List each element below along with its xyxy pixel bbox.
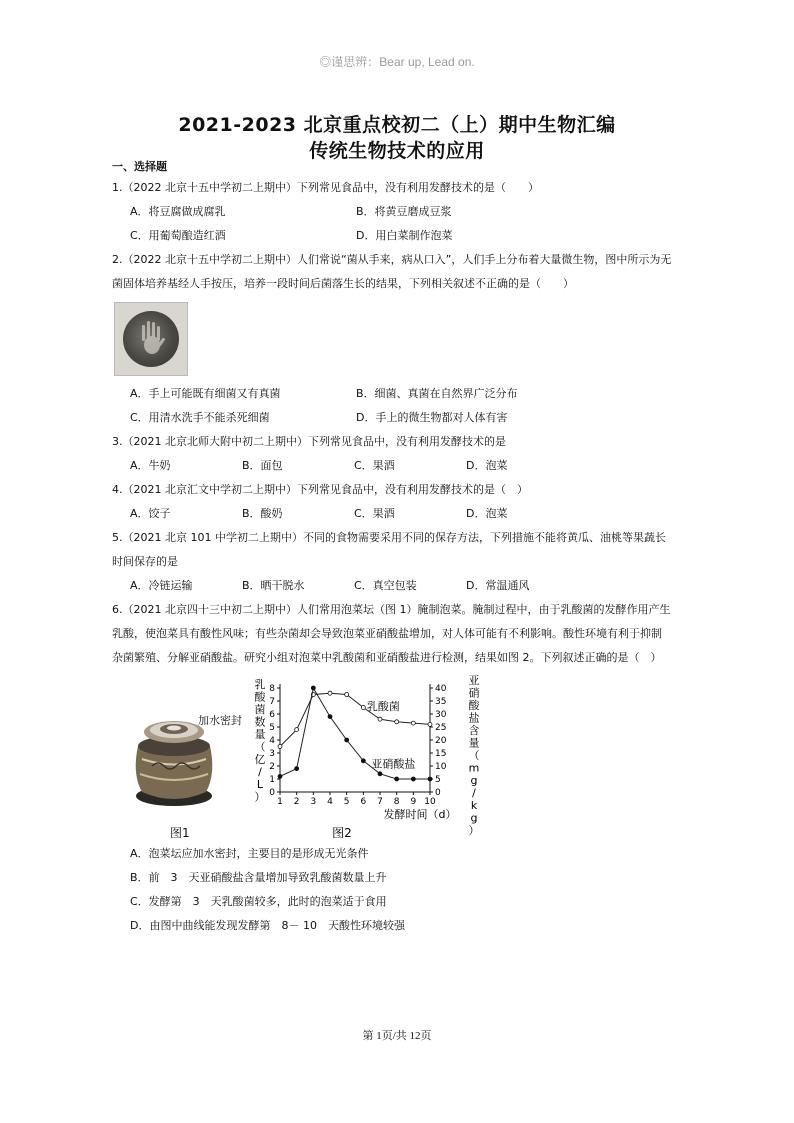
y-left-tick-label: 6: [269, 710, 275, 720]
y-left-tick-label: 8: [269, 684, 275, 694]
y-right-tick-label: 35: [435, 697, 447, 707]
x-axis-label: 发酵时间（d）: [383, 808, 457, 821]
q4-option-c: C．果酒: [354, 507, 395, 520]
q1-option-b: B．将黄豆磨成豆浆: [356, 205, 452, 218]
y-left-tick-label: 2: [269, 762, 275, 772]
chart-title: 图2: [332, 826, 352, 840]
chart-axes: [255, 674, 481, 840]
data-point: [395, 777, 399, 781]
figure-2-chart: [252, 674, 482, 842]
x-tick-label: 10: [424, 797, 436, 807]
q5-option-a: A．冷链运输: [130, 579, 193, 592]
question-1-options: [112, 200, 672, 248]
y-right-tick-label: 30: [435, 710, 447, 720]
data-point: [378, 772, 382, 776]
question-6-stem: 6.（2021 北京四十三中初二上期中）人们常用泡菜坛（图 1）腌制泡菜。腌制过程中，由于乳酸菌的发酵作用产生乳酸，使泡菜具有酸性风味；有些杂菌却会导致泡菜亚硝酸盐增加，对人体可能有不利影响。酸性环境有利于抑制杂菌繁殖、分解亚硝酸盐。研究小组对泡菜中乳酸菌和亚硝酸盐进行检测，结果如图 2。下列叙述正确的是（ ）: [112, 603, 671, 664]
data-point: [328, 691, 332, 695]
q1-option-d: D．用白菜制作泡菜: [356, 229, 453, 242]
doc-title-line2: 传统生物技术的应用: [309, 140, 485, 162]
figures-row: [112, 674, 672, 842]
question-5-options: [112, 574, 672, 598]
y-right-tick-label: 10: [435, 762, 447, 772]
q1-option-a: A．将豆腐做成腐乳: [130, 205, 226, 218]
x-tick-label: 2: [293, 797, 300, 807]
q6-option-b: B．前 3 天亚硝酸盐含量增加导致乳酸菌数量上升: [130, 871, 387, 884]
figure-1: [112, 674, 262, 842]
handprint-icon: [137, 319, 167, 357]
x-tick-label: 4: [327, 797, 333, 807]
section-heading: 一、选择题: [112, 160, 167, 173]
q4-option-d: D．泡菜: [466, 507, 508, 520]
q3-option-b: B．面包: [242, 459, 283, 472]
question-4-stem: 4.（2021 北京汇文中学初二上期中）下列常见食品中，没有利用发酵技术的是（ ）: [112, 483, 528, 496]
x-tick-label: 6: [360, 797, 367, 807]
y-right-tick-label: 20: [435, 736, 447, 746]
q2-option-d: D．手上的微生物都对人体有害: [356, 411, 508, 424]
q6-option-a: A．泡菜坛应加水密封，主要目的是形成无光条件: [130, 847, 369, 860]
data-point: [295, 767, 299, 771]
data-point: [328, 715, 332, 719]
x-tick-label: 8: [393, 797, 400, 807]
q3-option-d: D．泡菜: [466, 459, 508, 472]
q6-option-c: C．发酵第 3 天乳酸菌较多，此时的泡菜适于食用: [130, 895, 387, 908]
question-5-stem: 5.（2021 北京 101 中学初二上期中）不同的食物需要采用不同的保存方法，下列措施不能将黄瓜、油桃等果蔬长时间保存的是: [112, 531, 666, 568]
y-left-tick-label: 3: [269, 749, 275, 759]
fig1-annotation: 加水密封: [198, 714, 242, 727]
q4-option-a: A．饺子: [130, 507, 171, 520]
q2-option-c: C．用清水洗手不能杀死细菌: [130, 411, 270, 424]
data-point: [411, 777, 415, 781]
series-label-lactobacillus: 乳酸菌: [366, 700, 400, 714]
question-3-options: [112, 454, 672, 478]
fig1-label: 图1: [170, 826, 190, 840]
question-3-stem: 3.（2021 北京北师大附中初二上期中）下列常见食品中，没有利用发酵技术的是: [112, 435, 506, 448]
y-right-tick-label: 40: [435, 684, 447, 694]
y-left-tick-label: 1: [269, 775, 275, 785]
x-tick-label: 9: [410, 797, 417, 807]
y-right-tick-label: 5: [435, 775, 441, 785]
question-2-options: [112, 382, 672, 430]
data-point: [278, 774, 282, 778]
q5-option-c: C．真空包装: [354, 579, 417, 592]
handprint-petri-image: [114, 302, 188, 376]
pickle-jar-icon: [136, 721, 213, 806]
question-1-stem: 1.（2022 北京十五中学初二上期中）下列常见食品中，没有利用发酵技术的是（ ）: [112, 181, 539, 194]
y-left-tick-label: 0: [269, 788, 275, 798]
y-right-tick-label: 25: [435, 723, 447, 733]
y-right-axis-label: 亚硝酸盐含量（ m g / k g ）: [468, 674, 480, 837]
q1-option-c: C．用葡萄酿造红酒: [130, 229, 226, 242]
y-right-tick-label: 0: [435, 788, 441, 798]
x-tick-label: 3: [310, 797, 317, 807]
series-label-nitrite: 亚硝酸盐: [371, 757, 416, 771]
x-tick-label: 7: [377, 797, 383, 807]
y-left-tick-label: 4: [269, 736, 275, 746]
y-left-axis-label: 乳酸菌数量（亿/ L ）: [254, 678, 266, 804]
chart-marks: [278, 686, 432, 781]
watermark-icon: ◎: [319, 55, 332, 69]
question-4-options: [112, 502, 672, 526]
y-left-tick-label: 5: [269, 723, 275, 733]
q5-option-b: B．晒干脱水: [242, 579, 305, 592]
y-right-tick-label: 15: [435, 749, 447, 759]
data-point: [311, 686, 315, 690]
data-point: [361, 706, 365, 710]
q6-option-d: D．由图中曲线能发现发酵第 8－ 10 天酸性环境较强: [130, 919, 405, 932]
data-point: [345, 693, 349, 697]
data-point: [428, 722, 432, 726]
question-6-options: [112, 842, 672, 938]
x-tick-label: 5: [343, 797, 350, 807]
y-left-tick-label: 7: [269, 697, 275, 707]
page-footer: 第 1页/共 12页: [362, 1030, 432, 1042]
header-text: 谨思辨：Bear up, Lead on.: [331, 55, 475, 69]
data-point: [411, 721, 415, 725]
data-point: [278, 745, 282, 749]
data-point: [345, 738, 349, 742]
q2-option-b: B．细菌、真菌在自然界广泛分布: [356, 387, 518, 400]
data-point: [361, 759, 365, 763]
data-point: [378, 717, 382, 721]
question-2-stem: 2.（2022 北京十五中学初二上期中）人们常说“菌从手来，病从口入”，人们手上分布着大量微生物，图中所示为无菌固体培养基经人手按压，培养一段时间后菌落生长的结果，下列相关叙述不正确的是（ ）: [112, 253, 672, 290]
q3-option-a: A．牛奶: [130, 459, 171, 472]
q3-option-c: C．果酒: [354, 459, 395, 472]
q5-option-d: D．常温通风: [466, 579, 530, 592]
data-point: [295, 728, 299, 732]
doc-title-line1: 2021-2023 北京重点校初二（上）期中生物汇编: [178, 114, 616, 136]
content-body: [112, 160, 672, 938]
x-tick-label: 1: [277, 797, 283, 807]
q2-option-a: A．手上可能既有细菌又有真菌: [130, 387, 281, 400]
data-point: [395, 720, 399, 724]
data-point: [428, 777, 432, 781]
header-watermark: [0, 53, 794, 70]
q4-option-b: B．酸奶: [242, 507, 283, 520]
